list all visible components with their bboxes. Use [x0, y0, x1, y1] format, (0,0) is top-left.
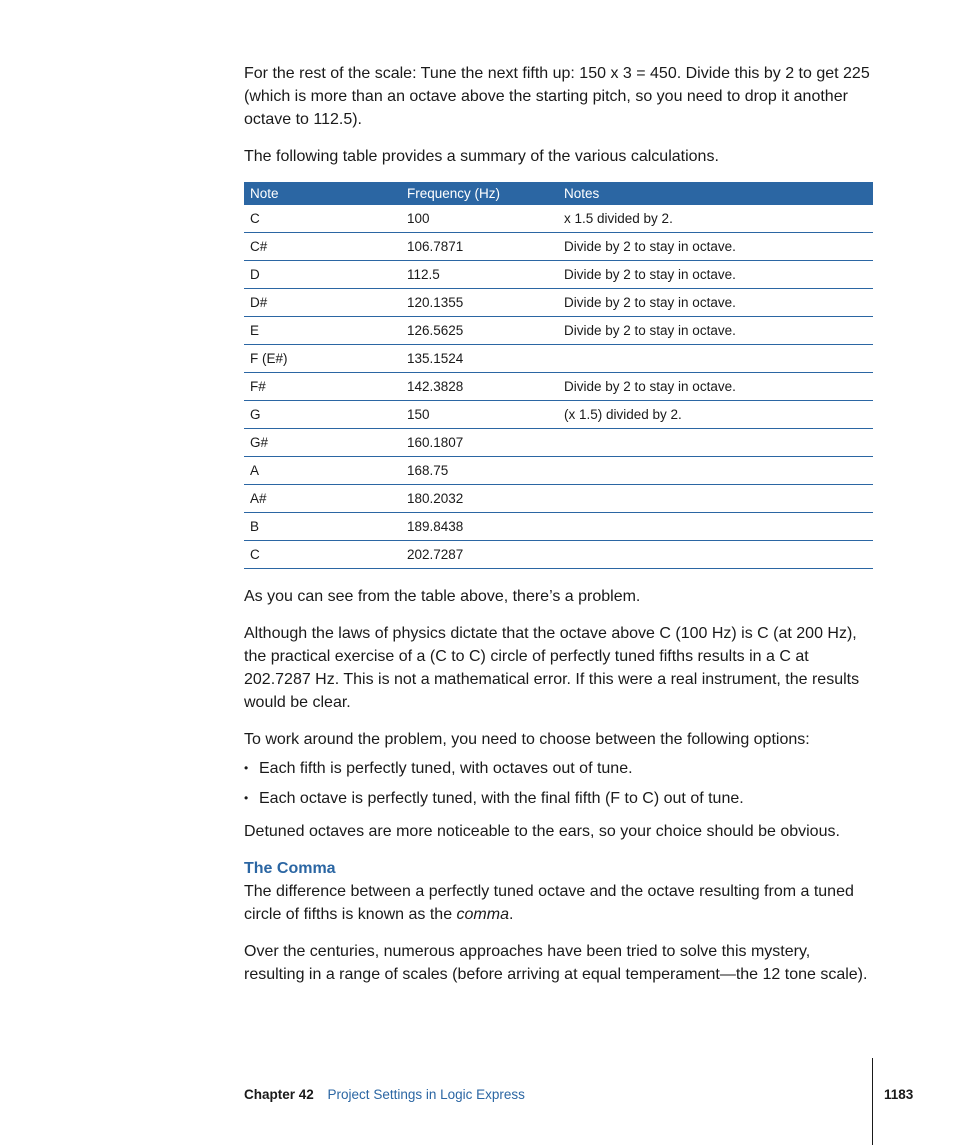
cell-note: C — [244, 205, 401, 233]
page-content — [244, 62, 874, 1000]
page-number: 1183 — [884, 1087, 914, 1102]
comma-text-before: The difference between a perfectly tuned octave and the octave resulting from a tuned circle of fifths is known as the — [244, 883, 854, 923]
list-item-text: Each fifth is perfectly tuned, with octaves out of tune. — [259, 760, 633, 777]
paragraph-physics: Although the laws of physics dictate that the octave above C (100 Hz) is C (at 200 Hz), the practical exercise of a (C to C) circle of perfectly tuned fifths results in a C at 202.7287 Hz. This is not a mathematical error. If this were a real instrument, the results would be clear. — [244, 625, 860, 711]
cell-note: E — [244, 317, 401, 345]
cell-notes — [558, 457, 873, 485]
cell-note: B — [244, 513, 401, 541]
options-list — [244, 757, 874, 810]
cell-note: F# — [244, 373, 401, 401]
cell-frequency: 168.75 — [401, 457, 558, 485]
table-row — [244, 233, 873, 261]
cell-notes: Divide by 2 to stay in octave. — [558, 289, 873, 317]
cell-frequency: 180.2032 — [401, 485, 558, 513]
table-row — [244, 373, 873, 401]
cell-frequency: 126.5625 — [401, 317, 558, 345]
cell-frequency: 106.7871 — [401, 233, 558, 261]
list-item — [244, 757, 874, 780]
cell-notes: Divide by 2 to stay in octave. — [558, 317, 873, 345]
table-row — [244, 457, 873, 485]
list-item — [244, 787, 874, 810]
footer-chapter-title-link[interactable]: Project Settings in Logic Express — [327, 1087, 525, 1102]
cell-frequency: 142.3828 — [401, 373, 558, 401]
cell-frequency: 120.1355 — [401, 289, 558, 317]
paragraph-problem: As you can see from the table above, there’s a problem. — [244, 588, 641, 605]
paragraph-tuning-fifth: For the rest of the scale: Tune the next fifth up: 150 x 3 = 450. Divide this by 2 to get 225 (which is more than an octave above the starting pitch, so you need to drop it another octave to 112.5). — [244, 65, 870, 128]
table-row — [244, 541, 873, 569]
table-row — [244, 513, 873, 541]
cell-notes — [558, 485, 873, 513]
cell-notes — [558, 541, 873, 569]
cell-frequency: 189.8438 — [401, 513, 558, 541]
list-item-text: Each octave is perfectly tuned, with the final fifth (F to C) out of tune. — [259, 790, 744, 807]
cell-note: F (E#) — [244, 345, 401, 373]
table-row — [244, 205, 873, 233]
cell-notes: Divide by 2 to stay in octave. — [558, 233, 873, 261]
table-row — [244, 261, 873, 289]
frequency-table — [244, 182, 873, 569]
cell-note: A — [244, 457, 401, 485]
cell-note: C# — [244, 233, 401, 261]
cell-notes — [558, 513, 873, 541]
cell-note: D# — [244, 289, 401, 317]
table-header-row — [244, 182, 873, 205]
cell-note: A# — [244, 485, 401, 513]
cell-notes — [558, 429, 873, 457]
header-frequency: Frequency (Hz) — [401, 182, 558, 205]
comma-term: comma — [456, 906, 509, 923]
header-note: Note — [244, 182, 401, 205]
paragraph-table-intro: The following table provides a summary of the various calculations. — [244, 148, 719, 165]
cell-notes: Divide by 2 to stay in octave. — [558, 373, 873, 401]
page-footer — [244, 1086, 525, 1104]
cell-notes: x 1.5 divided by 2. — [558, 205, 873, 233]
bullet-marker: • — [244, 791, 249, 805]
cell-note: C — [244, 541, 401, 569]
table-row — [244, 345, 873, 373]
cell-notes — [558, 345, 873, 373]
cell-note: D — [244, 261, 401, 289]
cell-frequency: 112.5 — [401, 261, 558, 289]
header-notes: Notes — [558, 182, 873, 205]
cell-frequency: 135.1524 — [401, 345, 558, 373]
paragraph-detuned: Detuned octaves are more noticeable to the ears, so your choice should be obvious. — [244, 823, 840, 840]
cell-notes: (x 1.5) divided by 2. — [558, 401, 873, 429]
footer-divider — [872, 1058, 873, 1145]
cell-frequency: 202.7287 — [401, 541, 558, 569]
paragraph-centuries: Over the centuries, numerous approaches have been tried to solve this mystery, resulting in a range of scales (before arriving at equal temperament—the 12 tone scale). — [244, 943, 868, 983]
cell-frequency: 100 — [401, 205, 558, 233]
cell-frequency: 150 — [401, 401, 558, 429]
cell-note: G — [244, 401, 401, 429]
footer-chapter: Chapter 42 — [244, 1087, 314, 1102]
paragraph-comma-definition — [244, 880, 874, 926]
table-row — [244, 429, 873, 457]
section-heading-comma: The Comma — [244, 860, 336, 877]
table-row — [244, 485, 873, 513]
cell-notes: Divide by 2 to stay in octave. — [558, 261, 873, 289]
table-row — [244, 317, 873, 345]
table-row — [244, 401, 873, 429]
paragraph-options-intro: To work around the problem, you need to choose between the following options: — [244, 731, 810, 748]
cell-note: G# — [244, 429, 401, 457]
bullet-marker: • — [244, 761, 249, 775]
cell-frequency: 160.1807 — [401, 429, 558, 457]
comma-text-after: . — [508, 906, 514, 923]
table-row — [244, 289, 873, 317]
table-body — [244, 205, 873, 569]
